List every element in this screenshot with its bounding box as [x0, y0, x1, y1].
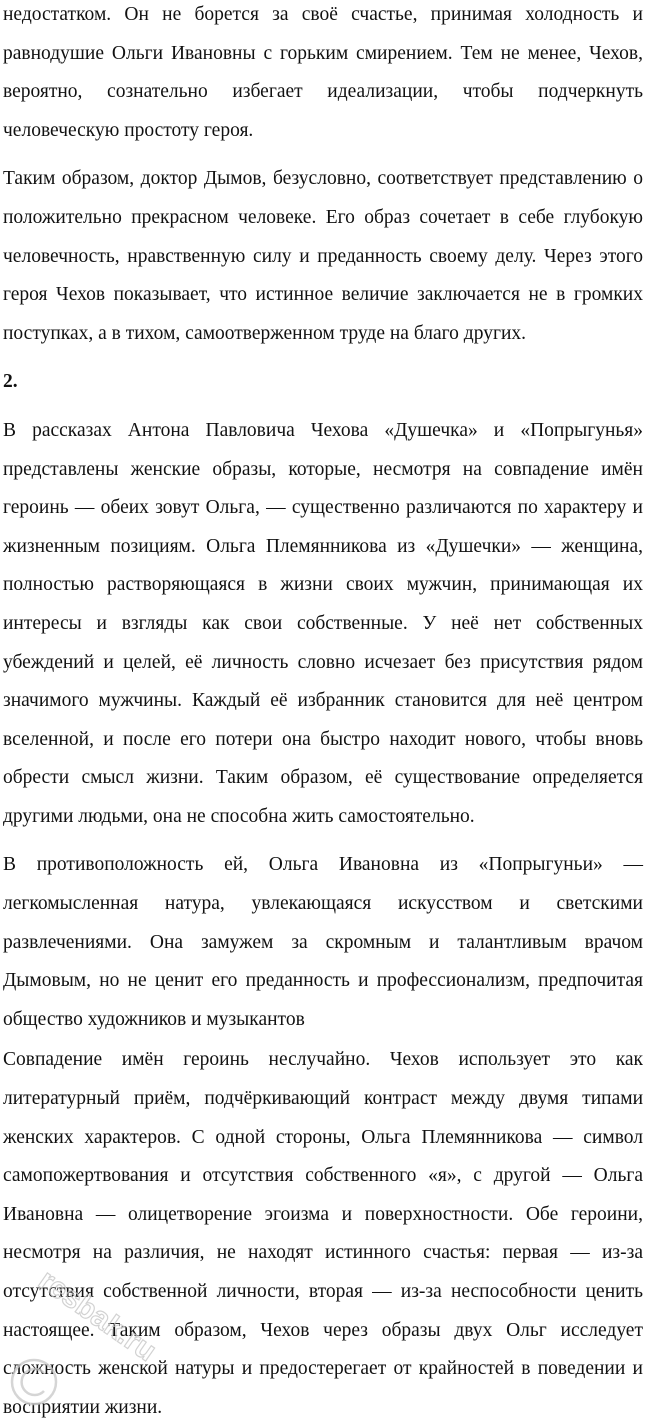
paragraph-dushechka: В рассказах Антона Павловича Чехова «Душечка» и «Попрыгунья» представлены женские образы, которые, несмотря на совпадение имён героинь — обеих зовут Ольга, — существенно различаются по характеру и жизненным позициям. Ольга Племянникова из «Душечки» — женщина, полностью растворяющаяся в жизни своих мужчин, принимающая их интересы и взгляды как свои собственные. У неё нет собственных убеждений и целей, её личность словно исчезает без присутствия рядом значимого мужчины. Каждый её избранник становится для неё центром вселенной, и после его потери она быстро находит нового, чтобы вновь обрести смысл жизни. Таким образом, её существование определяется другими людьми, она не способна жить самостоятельно.: [3, 419, 643, 827]
section-number: 2.: [3, 371, 18, 393]
paragraph-dymov-conclusion: Таким образом, доктор Дымов, безусловно, соответствует представлению о положительно прекрасном человеке. Его образ сочетает в себе глубокую человечность, нравственную силу и преданность своему делу. Через этого героя Чехов показывает, что истинное величие заключается не в громких поступках, а в тихом, самоотверженном труде на благо других.: [3, 168, 643, 344]
paragraph-poprygunya: В противоположность ей, Ольга Ивановна из «Попрыгуньи» — легкомысленная натура, увлекающаяся искусством и светскими развлечениями. Она замужем за скромным и талантливым врачом Дымовым, но не ценит его преданность и профессионализм, предпочитая общество художников и музыкантов: [3, 854, 643, 1030]
watermark-text: resbak.ru: [32, 1270, 163, 1368]
paragraph-dymov-humility: недостатком. Он не борется за своё счастье, принимая холодность и равнодушие Ольги Ивановны с горьким смирением. Тем не менее, Чехов, вероятно, сознательно избегает идеализации, чтобы подчеркнуть человеческую простоту героя.: [3, 4, 643, 141]
paragraph-names-coincidence: Совпадение имён героинь неслучайно. Чехов использует это как литературный приём, подчёркивающий контраст между двумя типами женских характеров. С одной стороны, Ольга Племянникова — символ самопожертвования и отсутствия собственного «я», с другой — Ольга Ивановна — олицетворение эгоизма и поверхностности. Обе героини, несмотря на различия, не находят истинного счастья: первая — из-за отсутствия собственной личности, вторая — из-за неспособности ценить настоящее. Таким образом, Чехов через образы двух Ольг исследует сложность женской натуры и предостерегает от крайностей в поведении и восприятии жизни.: [3, 1049, 643, 1418]
